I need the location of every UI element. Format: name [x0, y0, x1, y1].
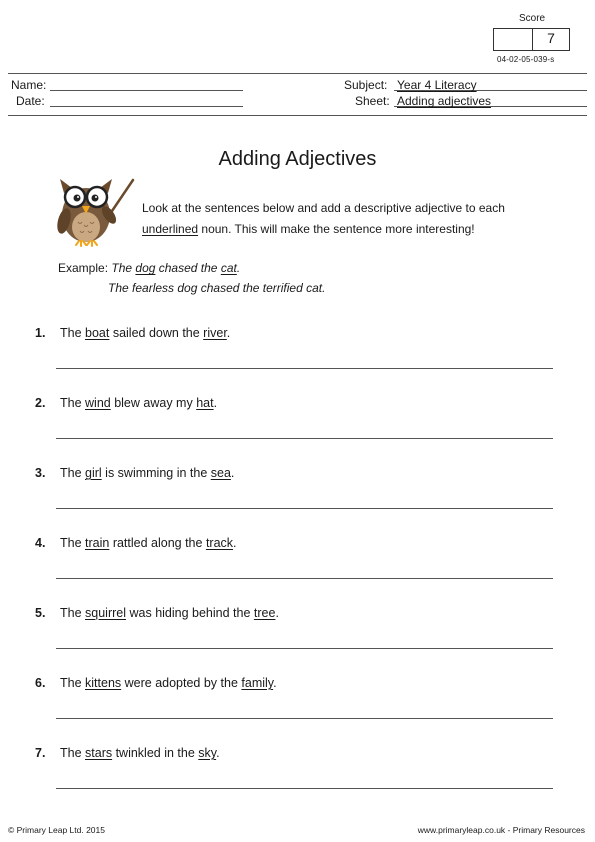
question-text: The girl is swimming in the sea. [60, 466, 235, 480]
question-text: The wind blew away my hat. [60, 396, 218, 410]
score-label: Score [519, 13, 546, 24]
name-label: Name: [11, 78, 47, 92]
instructions-text-1: Look at the sentences below and add a descriptive adjective to each [142, 201, 505, 215]
question-number: 7. [35, 746, 46, 760]
header-rule-bottom [8, 115, 587, 116]
score-empty-cell [494, 29, 533, 50]
answer-line[interactable] [56, 368, 553, 369]
score-value: 7 [547, 30, 555, 46]
date-field[interactable] [50, 106, 243, 107]
answer-line[interactable] [56, 648, 553, 649]
example-sentence-2: The fearless dog chased the terrified cat. [108, 281, 326, 295]
question-number: 3. [35, 466, 46, 480]
question-number: 5. [35, 606, 46, 620]
example [58, 258, 325, 298]
answer-line[interactable] [56, 788, 553, 789]
sheet-value: Adding adjectives [397, 94, 492, 108]
question-text: The train rattled along the track. [60, 536, 237, 550]
score-box [493, 28, 570, 51]
question-text: The stars twinkled in the sky. [60, 746, 220, 760]
owl-teacher-icon [52, 175, 137, 247]
footer-copyright: © Primary Leap Ltd. 2015 [8, 825, 105, 835]
question-number: 1. [35, 326, 46, 340]
question-number: 4. [35, 536, 46, 550]
name-field[interactable] [50, 90, 243, 91]
answer-line[interactable] [56, 508, 553, 509]
page-title: Adding Adjectives [218, 148, 377, 170]
instructions-text-2: noun. This will make the sentence more interesting! [201, 222, 475, 236]
answer-line[interactable] [56, 438, 553, 439]
answer-line[interactable] [56, 718, 553, 719]
question-text: The kittens were adopted by the family. [60, 676, 277, 690]
date-label: Date: [16, 94, 45, 108]
answer-line[interactable] [56, 578, 553, 579]
example-label: Example: [58, 261, 109, 275]
question-number: 2. [35, 396, 46, 410]
sheet-label: Sheet: [355, 94, 390, 108]
subject-label: Subject: [344, 78, 388, 92]
example-sentence-1: The dog chased the cat. [111, 261, 241, 275]
question-text: The squirrel was hiding behind the tree. [60, 606, 279, 620]
header-rule-top [8, 73, 587, 74]
question-text: The boat sailed down the river. [60, 326, 231, 340]
instructions-underlined-word: underlined [142, 222, 199, 236]
question-number: 6. [35, 676, 46, 690]
subject-value: Year 4 Literacy [397, 78, 477, 92]
footer-website: www.primaryleap.co.uk - Primary Resources [417, 825, 585, 835]
instructions [142, 198, 542, 240]
sheet-code: 04-02-05-039-s [497, 55, 555, 64]
